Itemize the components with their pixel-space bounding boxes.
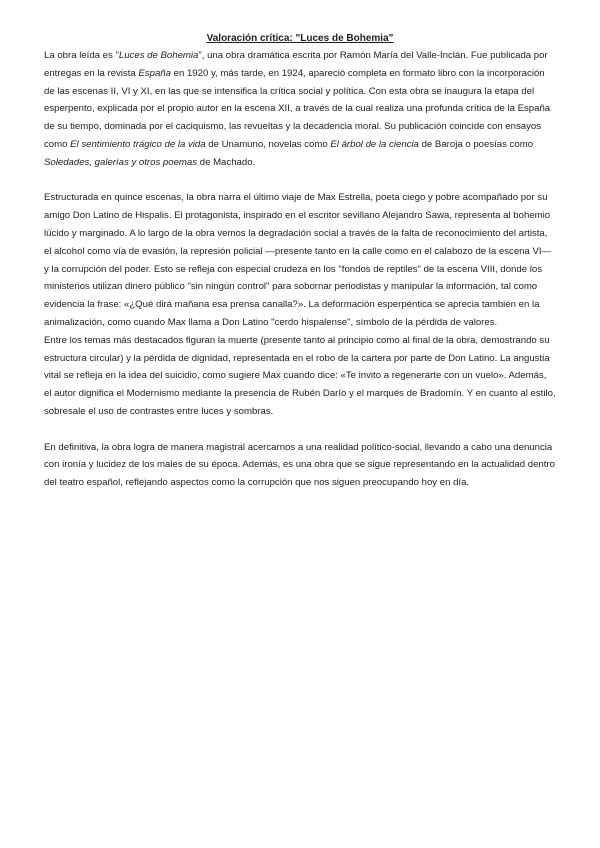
document-content (44, 30, 556, 492)
intro-text-6: de Machado. (197, 156, 256, 168)
work-title-machado: Soledades, galerías y otros poemas (44, 156, 198, 168)
intro-text-1: La obra leída es " (44, 50, 119, 61)
work-title-luces: Luces de Bohemia (118, 50, 199, 61)
paragraph-gap (44, 172, 556, 190)
intro-text-3: en 1920 y, más tarde, en 1924, apareció completa en formato libro con la incorporación de las escenas II, VI y XI, en las que se intensifica la crítica social y política. Con esta obra se inaugura la etapa del esperpento, explicada por el propio autor en la escena XII, a través de la cual realiza una profunda crítica de la España de su tiempo, dominada por el caciquismo, las revueltas y la decadencia moral. Su publicación coincide con ensayos como (44, 67, 551, 150)
paragraph-introduction (44, 47, 556, 172)
intro-text-5: de Baroja o poesías como (418, 138, 534, 150)
intro-text-4: de Unamuno, novelas como (205, 138, 331, 150)
paragraph-gap (44, 421, 556, 439)
paragraph-conclusion: En definitiva, la obra logra de manera magistral acercarnos a una realidad político-social, llevando a cabo una denuncia con ironía y lucidez de los males de su época. Además, es una obra que se sigue representando en la actualidad dentro del teatro español, reflejando aspectos como la corrupción que nos siguen preocupando hoy en día. (44, 441, 555, 489)
intro-text-2: ", una obra dramática escrita por Ramón María del Valle-Inclán. Fue publicada por entregas en la revista (44, 50, 548, 79)
work-title-baroja: El árbol de la ciencia (330, 138, 419, 150)
paragraph-structure: Estructurada en quince escenas, la obra narra el último viaje de Max Estrella, poeta ciego y pobre acompañado por su amigo Don Latino de Hispalis. El protagonista, inspirado en el escritor sevillano Alejandro Sawa, representa al bohemio lúcido y marginado. A lo largo de la obra vemos la degradación social a través de la falta de reconocimiento del artista, el alcohol como vía de evasión, la represión policial —presente tanto en la calle como en el calabozo de la escena VI— y la corrupción del poder. Esto se refleja con especial crudeza en los "fondos de reptiles" de la escena VIII, donde los ministerios utilizan dinero público "sin ningún control" para sobornar periodistas y manipular la información, tal como evidencia la frase: «¿Qué dirá mañana esa prensa canalla?». La deformación esperpéntica se aprecia también en la animalización, como cuando Max llama a Don Latino "cerdo hispalense", símbolo de la pérdida de valores. (44, 192, 552, 328)
document-title: Valoración crítica: "Luces de Bohemia" (206, 33, 394, 44)
work-title-unamuno: El sentimiento trágico de la vida (70, 138, 206, 150)
paragraph-themes: Entre los temas más destacados figuran la muerte (presente tanto al principio como al final de la obra, demostrando su estructura circular) y la pérdida de dignidad, representada en el robo de la cartera por parte de Don Latino. La angustia vital se refleja en la idea del suicidio, como sugiere Max cuando dice: «Te invito a regenerarte con un vuelo». Además, el autor dignifica el Modernismo mediante la presencia de Rubén Darío y el marqués de Bradomín. Y en cuanto al estilo, sobresale el uso de contrastes entre luces y sombras. (44, 334, 556, 417)
magazine-title: España (138, 67, 171, 79)
